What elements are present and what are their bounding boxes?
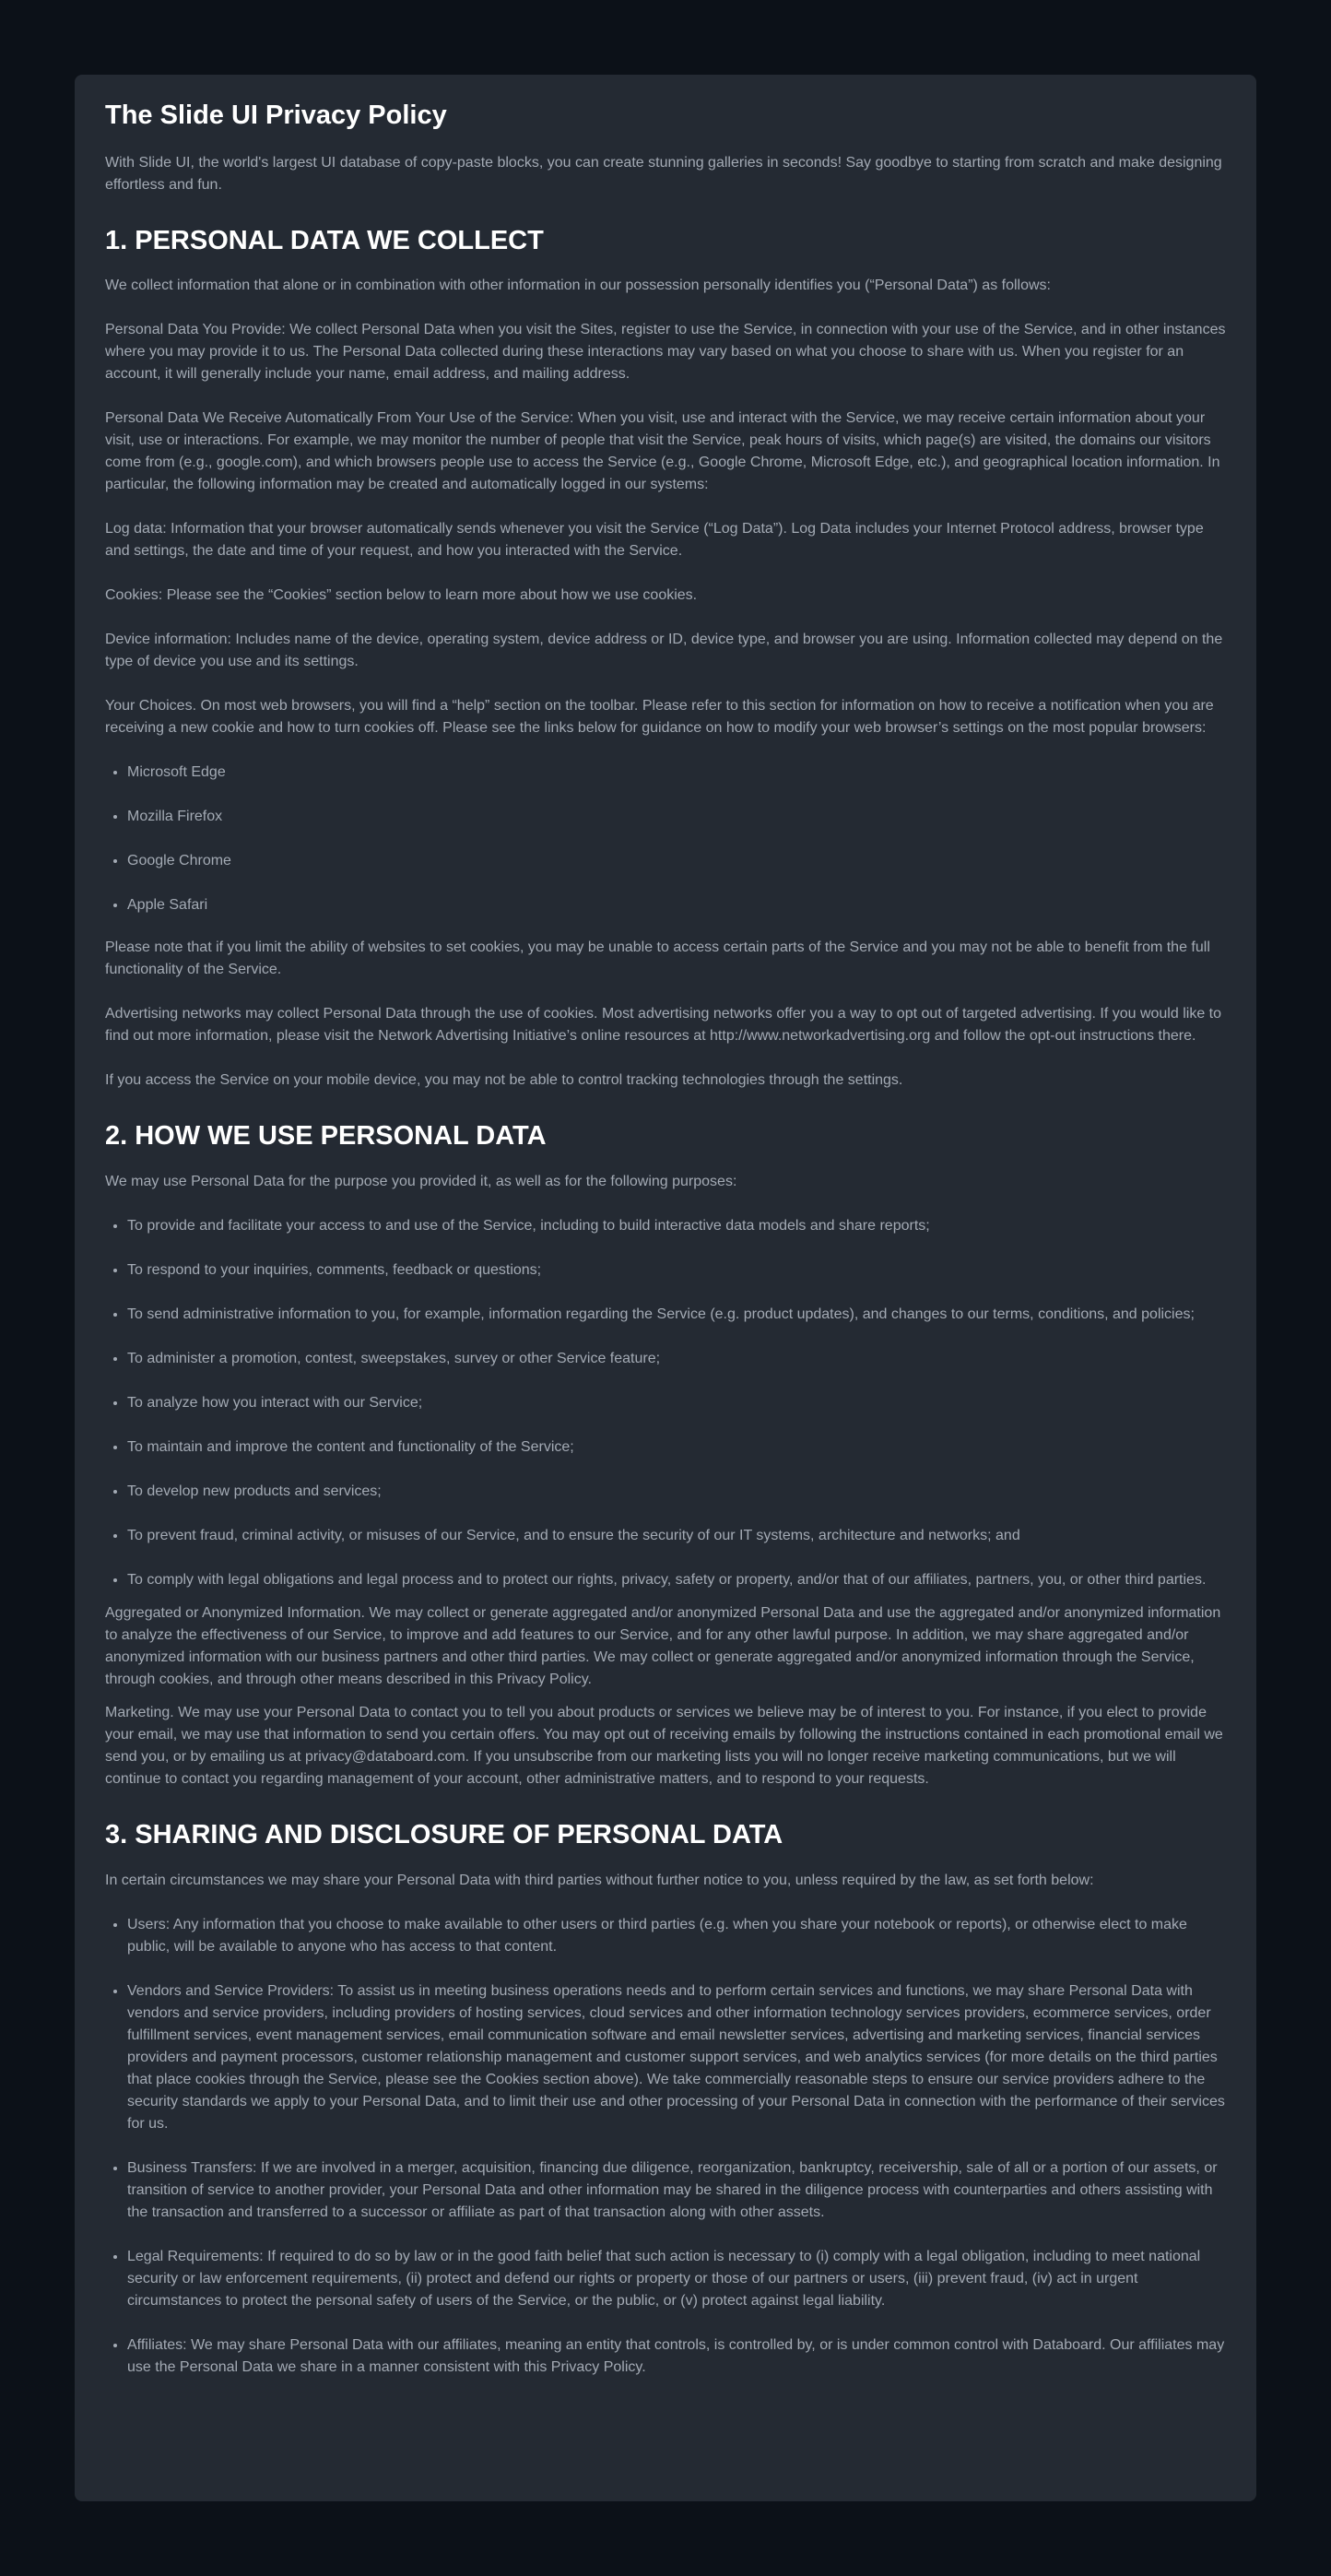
sharing-list-item: • Business Transfers: If we are involved in a merger, acquisition, financing due diligence, reorganization, bankruptcy, receivership, sale of all or a portion of our assets, or transition of service to another provider, your Personal Data and other information may be shared in the diligence process with counterparties and others assisting with the transaction and transferred to a successor or affiliate as part of that transaction along with other assets. xyxy=(127,2157,1227,2224)
section-1-paragraph: Your Choices. On most web browsers, you will find a “help” section on the toolbar. Please refer to this section for information on how to receive a notification when you are receiving a new cookie and how to turn cookies off. Please see the links below for guidance on how to modify your web browser’s settings on the most popular browsers: xyxy=(105,698,1214,737)
purpose-list-item: • To administer a promotion, contest, sweepstakes, survey or other Service feature; xyxy=(127,1348,1227,1370)
sharing-list xyxy=(105,1914,1227,2379)
sharing-list-item: • Users: Any information that you choose to make available to other users or third parties (e.g. when you share your notebook or reports), or otherwise elect to make public, will be available to anyone who has access to that content. xyxy=(127,1914,1227,1958)
purpose-list-item: • To provide and facilitate your access to and use of the Service, including to build interactive data models and share reports; xyxy=(127,1215,1227,1237)
section-1-paragraph: Cookies: Please see the “Cookies” section below to learn more about how we use cookies. xyxy=(105,587,698,604)
section-1-paragraph: If you access the Service on your mobile device, you may not be able to control tracking technologies through the settings. xyxy=(105,1072,903,1089)
section-2-paragraph: We may use Personal Data for the purpose you provided it, as well as for the following purposes: xyxy=(105,1174,737,1190)
purpose-list-item: • To send administrative information to you, for example, information regarding the Service (e.g. product updates), and changes to our terms, conditions, and policies; xyxy=(127,1304,1227,1326)
purposes-list xyxy=(105,1215,1227,1591)
section-1-heading: 1. PERSONAL DATA WE COLLECT xyxy=(105,225,544,255)
section-1-paragraph: Advertising networks may collect Personal Data through the use of cookies. Most advertising networks offer you a way to opt out of targeted advertising. If you would like to find out more information, please visit the Network Advertising Initiative’s online resources at http://www.networkadvertising.org and follow the opt-out instructions there. xyxy=(105,1006,1221,1045)
browser-list-item: • Mozilla Firefox xyxy=(127,806,1227,828)
sharing-list-item: • Vendors and Service Providers: To assist us in meeting business operations needs and to perform certain services and functions, we may share Personal Data with vendors and service providers, including providers of hosting services, cloud services and other information technology services providers, ecommerce services, order fulfillment services, event management services, email communication software and email newsletter services, advertising and marketing services, financial services providers and payment processors, customer relationship management and customer support services, and web analytics services (for more details on the third parties that place cookies through the Service, please see the Cookies section above). We take commercially reasonable steps to ensure our service providers adhere to the security standards we apply to your Personal Data, and to limit their use and other processing of your Personal Data in connection with the performance of their services for us. xyxy=(127,1980,1227,2135)
section-2-paragraph: Aggregated or Anonymized Information. We may collect or generate aggregated and/or anonymized Personal Data and use the aggregated and/or anonymized information to analyze the effectiveness of our Service, to improve and add features to our Service, and for any other lawful purpose. In addition, we may share aggregated and/or anonymized information with our business partners and other third parties. We may collect or generate aggregated and/or anonymized information through the Service, through cookies, and through other means described in this Privacy Policy. xyxy=(105,1605,1221,1688)
purpose-list-item: • To maintain and improve the content and functionality of the Service; xyxy=(127,1436,1227,1459)
purpose-list-item: • To respond to your inquiries, comments, feedback or questions; xyxy=(127,1259,1227,1282)
section-2-heading: 2. HOW WE USE PERSONAL DATA xyxy=(105,1121,547,1152)
browser-list-item: • Microsoft Edge xyxy=(127,762,1227,784)
sharing-list-item: • Affiliates: We may share Personal Data with our affiliates, meaning an entity that controls, is controlled by, or is under common control with Databoard. Our affiliates may use the Personal Data we share in a manner consistent with this Privacy Policy. xyxy=(127,2334,1227,2379)
section-1-paragraph: Log data: Information that your browser automatically sends whenever you visit the Service (“Log Data”). Log Data includes your Internet Protocol address, browser type and settings, the date and time of your request, and how you interacted with the Service. xyxy=(105,521,1204,560)
purpose-list-item: • To comply with legal obligations and legal process and to protect our rights, privacy, safety or property, and/or that of our affiliates, partners, you, or other third parties. xyxy=(127,1569,1227,1591)
sharing-list-item: • Legal Requirements: If required to do so by law or in the good faith belief that such action is necessary to (i) comply with a legal obligation, including to meet national security or law enforcement requirements, (ii) protect and defend our rights or property or those of our partners or users, (iii) prevent fraud, (iv) act in urgent circumstances to protect the personal safety of users of the Service, or the public, or (v) protect against legal liability. xyxy=(127,2246,1227,2312)
section-1-paragraph: Please note that if you limit the ability of websites to set cookies, you may be unable to access certain parts of the Service and you may not be able to benefit from the full functionality of the Service. xyxy=(105,939,1210,978)
section-1-paragraph: Personal Data You Provide: We collect Personal Data when you visit the Sites, register to use the Service, in connection with your use of the Service, and in other instances where you may provide it to us. The Personal Data collected during these interactions may vary based on what you choose to share with us. When you register for an account, it will generally include your name, email address, and mailing address. xyxy=(105,322,1226,383)
browser-list-item: • Apple Safari xyxy=(127,894,1227,916)
purpose-list-item: • To analyze how you interact with our Service; xyxy=(127,1392,1227,1414)
privacy-policy-card xyxy=(75,75,1256,2501)
page-title: The Slide UI Privacy Policy xyxy=(105,100,447,130)
section-3-paragraph: In certain circumstances we may share your Personal Data with third parties without further notice to you, unless required by the law, as set forth below: xyxy=(105,1872,1094,1888)
section-1-paragraph: We collect information that alone or in combination with other information in our possession personally identifies you (“Personal Data”) as follows: xyxy=(105,278,1051,294)
intro-paragraph: With Slide UI, the world's largest UI database of copy-paste blocks, you can create stunning galleries in seconds! Say goodbye to starting from scratch and make designing effortless and fun. xyxy=(105,154,1222,193)
browser-list xyxy=(105,762,1227,916)
section-2-paragraph: Marketing. We may use your Personal Data to contact you to tell you about products or services we believe may be of interest to you. For instance, if you elect to provide your email, we may use that information to send you certain offers. You may opt out of receiving emails by following the instructions contained in each promotional email we send you, or by emailing us at privacy@databoard.com. If you unsubscribe from our marketing lists you will no longer receive marketing communications, but we will continue to contact you regarding management of your account, other administrative matters, and to respond to your requests. xyxy=(105,1705,1223,1788)
section-3-heading: 3. SHARING AND DISCLOSURE OF PERSONAL DATA xyxy=(105,1820,783,1850)
section-1-paragraph: Device information: Includes name of the device, operating system, device address or ID, device type, and browser you are using. Information collected may depend on the type of device you use and its settings. xyxy=(105,632,1223,670)
purpose-list-item: • To develop new products and services; xyxy=(127,1481,1227,1503)
purpose-list-item: • To prevent fraud, criminal activity, or misuses of our Service, and to ensure the security of our IT systems, architecture and networks; and xyxy=(127,1525,1227,1547)
browser-list-item: • Google Chrome xyxy=(127,850,1227,872)
section-1-paragraph: Personal Data We Receive Automatically From Your Use of the Service: When you visit, use and interact with the Service, we may receive certain information about your visit, use or interactions. For example, we may monitor the number of people that visit the Service, peak hours of visits, which page(s) are visited, the domains our visitors come from (e.g., google.com), and which browsers people use to access the Service (e.g., Google Chrome, Microsoft Edge, etc.), and geographical location information. In particular, the following information may be created and automatically logged in our systems: xyxy=(105,410,1220,493)
